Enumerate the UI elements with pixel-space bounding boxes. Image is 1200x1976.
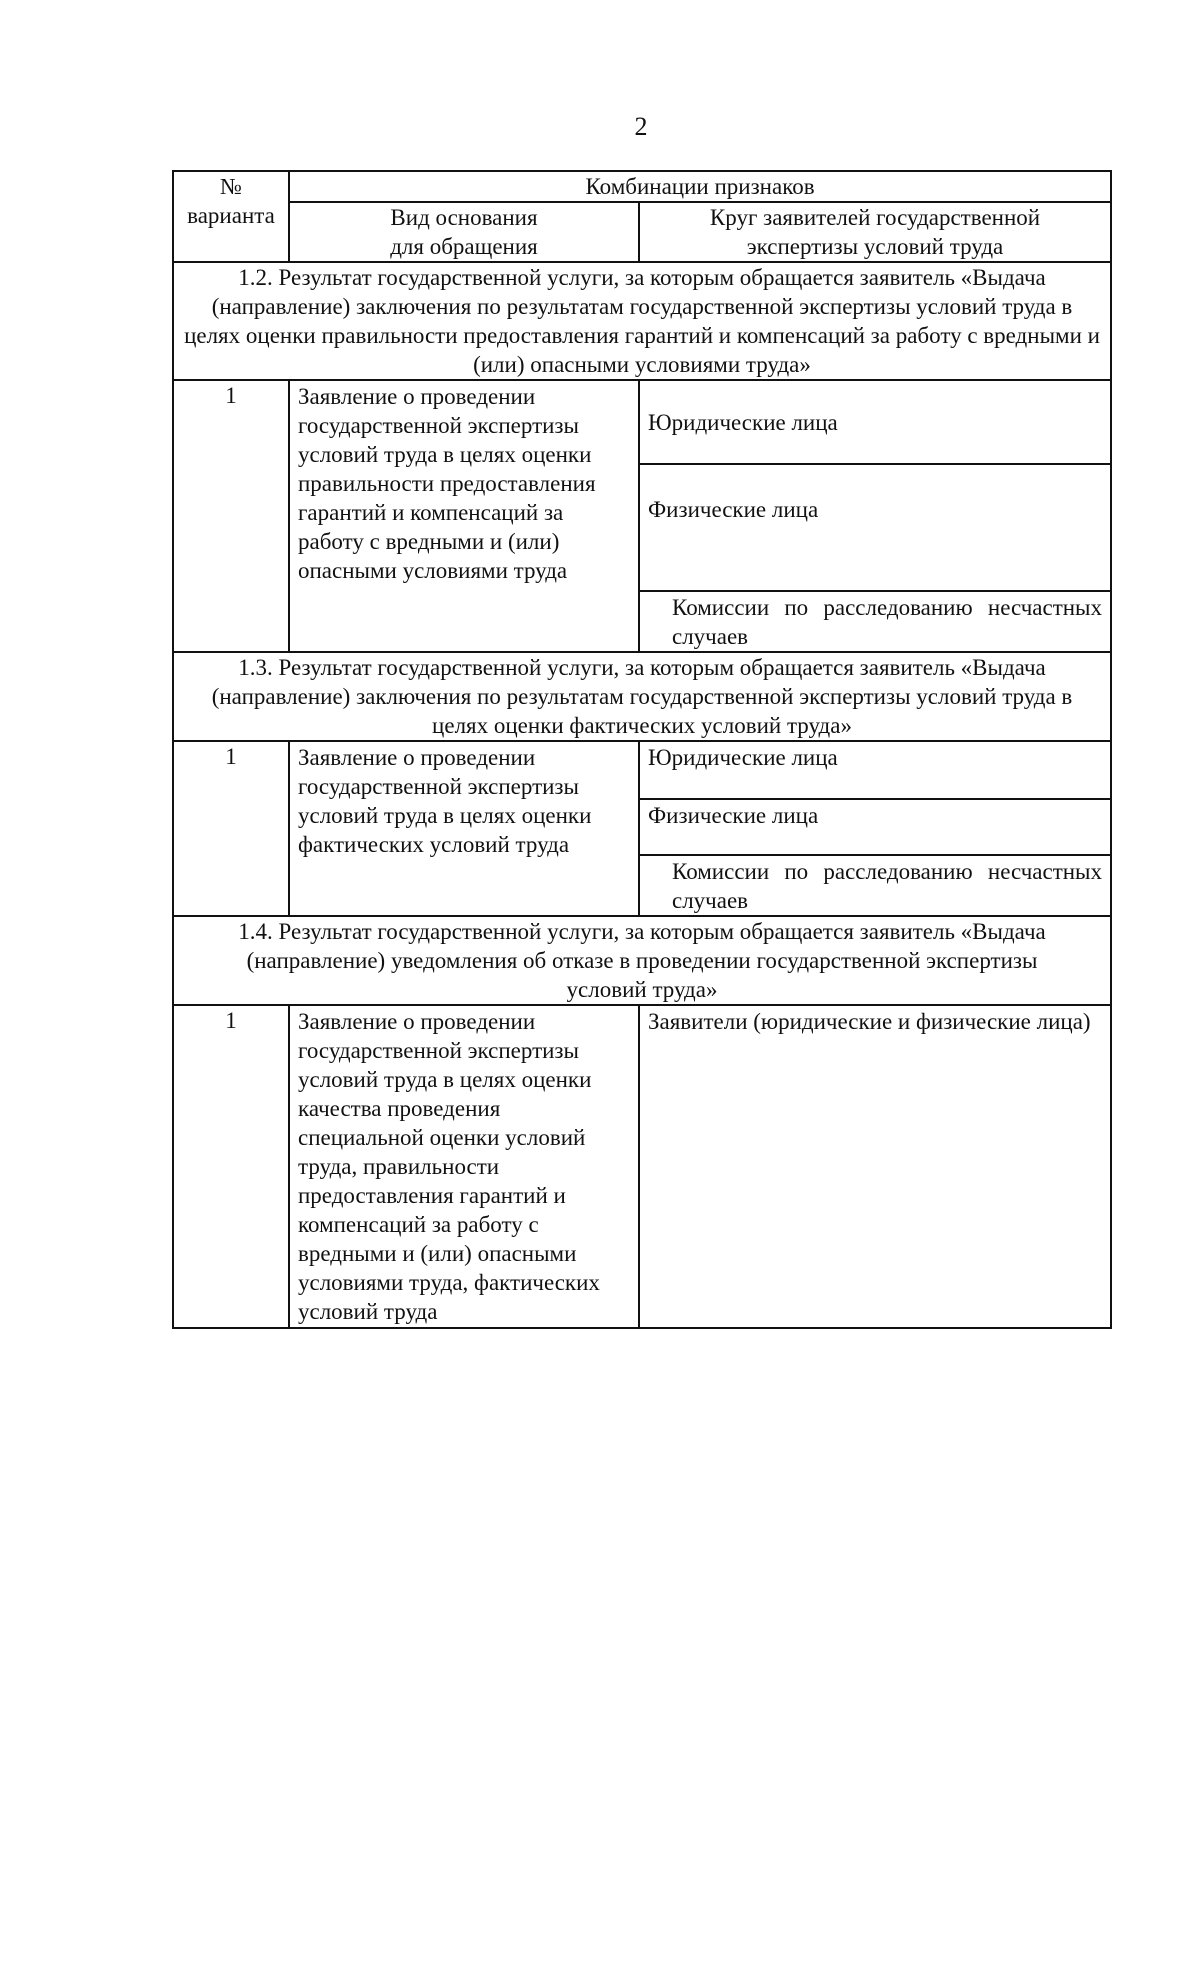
- header-applicants: [639, 202, 1111, 262]
- applicant-all: Заявители (юридические и физические лица): [639, 1005, 1111, 1328]
- application-basis: Заявление о проведении государственной экспертизы условий труда в целях оценки качества проведения специальной оценки условий труда, правильности предоставления гарантий и компенсаций за работу с вредными и (или) опасными условиями труда, фактических условий труда: [289, 1005, 639, 1328]
- application-basis: Заявление о проведении государственной экспертизы условий труда в целях оценки фактических условий труда: [289, 741, 639, 916]
- section-title: 1.2. Результат государственной услуги, за которым обращается заявитель «Выдача (направление) заключения по результатам государственной экспертизы условий труда в целях оценки правильности предоставления гарантий и компенсаций за работу с вредными и (или) опасными условиями труда»: [173, 262, 1111, 380]
- header-basis-line1: Вид основания: [390, 205, 538, 230]
- application-basis: Заявление о проведении государственной экспертизы условий труда в целях оценки правильности предоставления гарантий и компенсаций за работу с вредными и (или) опасными условиями труда: [289, 380, 639, 652]
- section-title: 1.4. Результат государственной услуги, за которым обращается заявитель «Выдача (направление) уведомления об отказе в проведении государственной экспертизы условий труда»: [173, 916, 1111, 1005]
- header-basis-line2: для обращения: [390, 234, 538, 259]
- section-title-row: [173, 262, 1111, 380]
- table-row: [173, 1005, 1111, 1328]
- applicant-individuals: Физические лица: [639, 799, 1111, 855]
- page-number: 2: [634, 112, 648, 141]
- variant-number: 1: [173, 1005, 289, 1328]
- header-variant-label: варианта: [187, 203, 275, 228]
- applicant-individuals: Физические лица: [639, 464, 1111, 591]
- variant-number: 1: [173, 380, 289, 652]
- features-table: [172, 170, 1112, 1329]
- table-row: [173, 380, 1111, 464]
- header-applicants-line1: Круг заявителей государственной: [709, 205, 1041, 230]
- header-combinations: Комбинации признаков: [289, 171, 1111, 202]
- header-variant-number: [173, 171, 289, 262]
- applicant-commissions: [639, 855, 1111, 916]
- header-applicants-line2: экспертизы условий труда: [746, 234, 1004, 259]
- section-title: 1.3. Результат государственной услуги, за которым обращается заявитель «Выдача (направление) заключения по результатам государственной экспертизы условий труда в целях оценки фактических условий труда»: [173, 652, 1111, 741]
- table-header-row: [173, 171, 1111, 202]
- applicant-commissions: [639, 591, 1111, 652]
- applicant-legal-entities: Юридические лица: [639, 741, 1111, 799]
- applicant-commissions-text: Комиссии по расследованию несчастных случаев: [672, 595, 1103, 649]
- header-number-sign: №: [220, 174, 242, 199]
- table-subheader-row: [173, 202, 1111, 262]
- variant-number: 1: [173, 741, 289, 916]
- section-title-row: [173, 652, 1111, 741]
- applicant-commissions-text: Комиссии по расследованию несчастных случаев: [672, 859, 1103, 913]
- section-title-row: [173, 916, 1111, 1005]
- applicant-legal-entities: Юридические лица: [639, 380, 1111, 464]
- table-row: [173, 741, 1111, 799]
- header-basis: [289, 202, 639, 262]
